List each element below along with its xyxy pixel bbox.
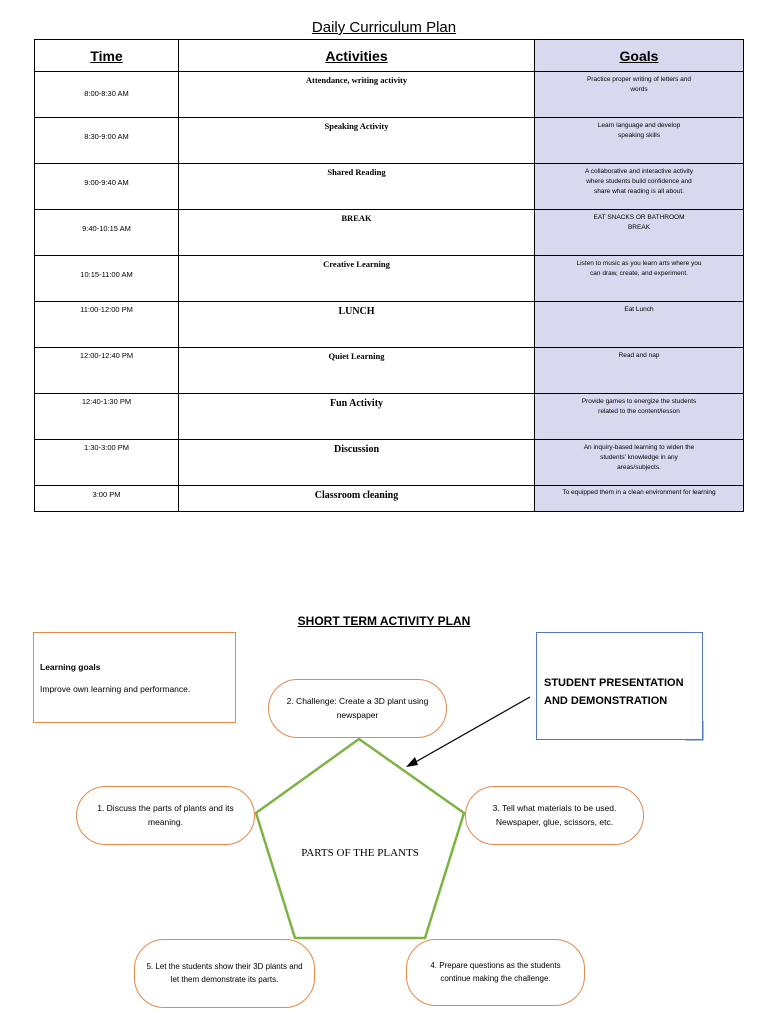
goal-cell: Eat Lunch	[535, 302, 744, 348]
curriculum-title: Daily Curriculum Plan	[311, 19, 457, 36]
center-label: PARTS OF THE PLANTS	[301, 847, 419, 859]
time-cell: 9:40-10:15 AM	[35, 210, 179, 256]
goal-cell: Read and nap	[535, 348, 744, 394]
time-header: Time	[35, 40, 179, 72]
presentation-note: STUDENT PRESENTATION AND DEMONSTRATION	[536, 632, 703, 740]
goal-cell: Listen to music as you learn arts where you can draw, create, and experiment.	[535, 256, 744, 302]
time-cell: 3:00 PM	[35, 486, 179, 512]
activity-cell: Quiet Learning	[179, 348, 535, 394]
step-2-pill: 2. Challenge: Create a 3D plant using newspaper	[268, 679, 447, 738]
goals-header: Goals	[535, 40, 744, 72]
time-cell: 12:00-12:40 PM	[35, 348, 179, 394]
step-1-pill: 1. Discuss the parts of plants and its meaning.	[76, 786, 255, 845]
activities-header: Activities	[179, 40, 535, 72]
time-cell: 8:00-8:30 AM	[35, 72, 179, 118]
activity-cell: Attendance, writing activity	[179, 72, 535, 118]
goal-cell: An inquiry-based learning to widen the students' knowledge in any areas/subjects.	[535, 440, 744, 486]
learning-goals-heading: Learning goals	[40, 662, 101, 672]
time-cell: 10:15-11:00 AM	[35, 256, 179, 302]
activity-cell: Creative Learning	[179, 256, 535, 302]
activity-cell: Speaking Activity	[179, 118, 535, 164]
step-5-pill: 5. Let the students show their 3D plants and let them demonstrate its parts.	[134, 939, 315, 1008]
activity-cell: Discussion	[179, 440, 535, 486]
pentagon-shape	[256, 739, 464, 938]
time-cell: 1:30-3:00 PM	[35, 440, 179, 486]
activity-plan-title: SHORT TERM ACTIVITY PLAN	[297, 614, 471, 628]
goal-cell: Learn language and develop speaking skills	[535, 118, 744, 164]
activity-cell: LUNCH	[179, 302, 535, 348]
step-4-pill: 4. Prepare questions as the students continue making the challenge.	[406, 939, 585, 1006]
activity-cell: Shared Reading	[179, 164, 535, 210]
activity-cell: Classroom cleaning	[179, 486, 535, 512]
goal-cell: Practice proper writing of letters and words	[535, 72, 744, 118]
goal-cell: To equipped them in a clean environment for learning	[535, 486, 744, 512]
activity-cell: Fun Activity	[179, 394, 535, 440]
activity-cell: BREAK	[179, 210, 535, 256]
learning-goals-text: Improve own learning and performance.	[40, 684, 191, 694]
time-cell: 8:30-9:00 AM	[35, 118, 179, 164]
time-cell: 9:00-9:40 AM	[35, 164, 179, 210]
goal-cell: EAT SNACKS OR BATHROOM BREAK	[535, 210, 744, 256]
step-3-pill: 3. Tell what materials to be used. Newspaper, glue, scissors, etc.	[465, 786, 644, 845]
arrow-head-icon	[406, 757, 418, 767]
goal-cell: Provide games to energize the students related to the content/lesson	[535, 394, 744, 440]
time-cell: 11:00-12:00 PM	[35, 302, 179, 348]
time-cell: 12:40-1:30 PM	[35, 394, 179, 440]
goal-cell: A collaborative and interactive activity where students build confidence and share what reading is all about.	[535, 164, 744, 210]
